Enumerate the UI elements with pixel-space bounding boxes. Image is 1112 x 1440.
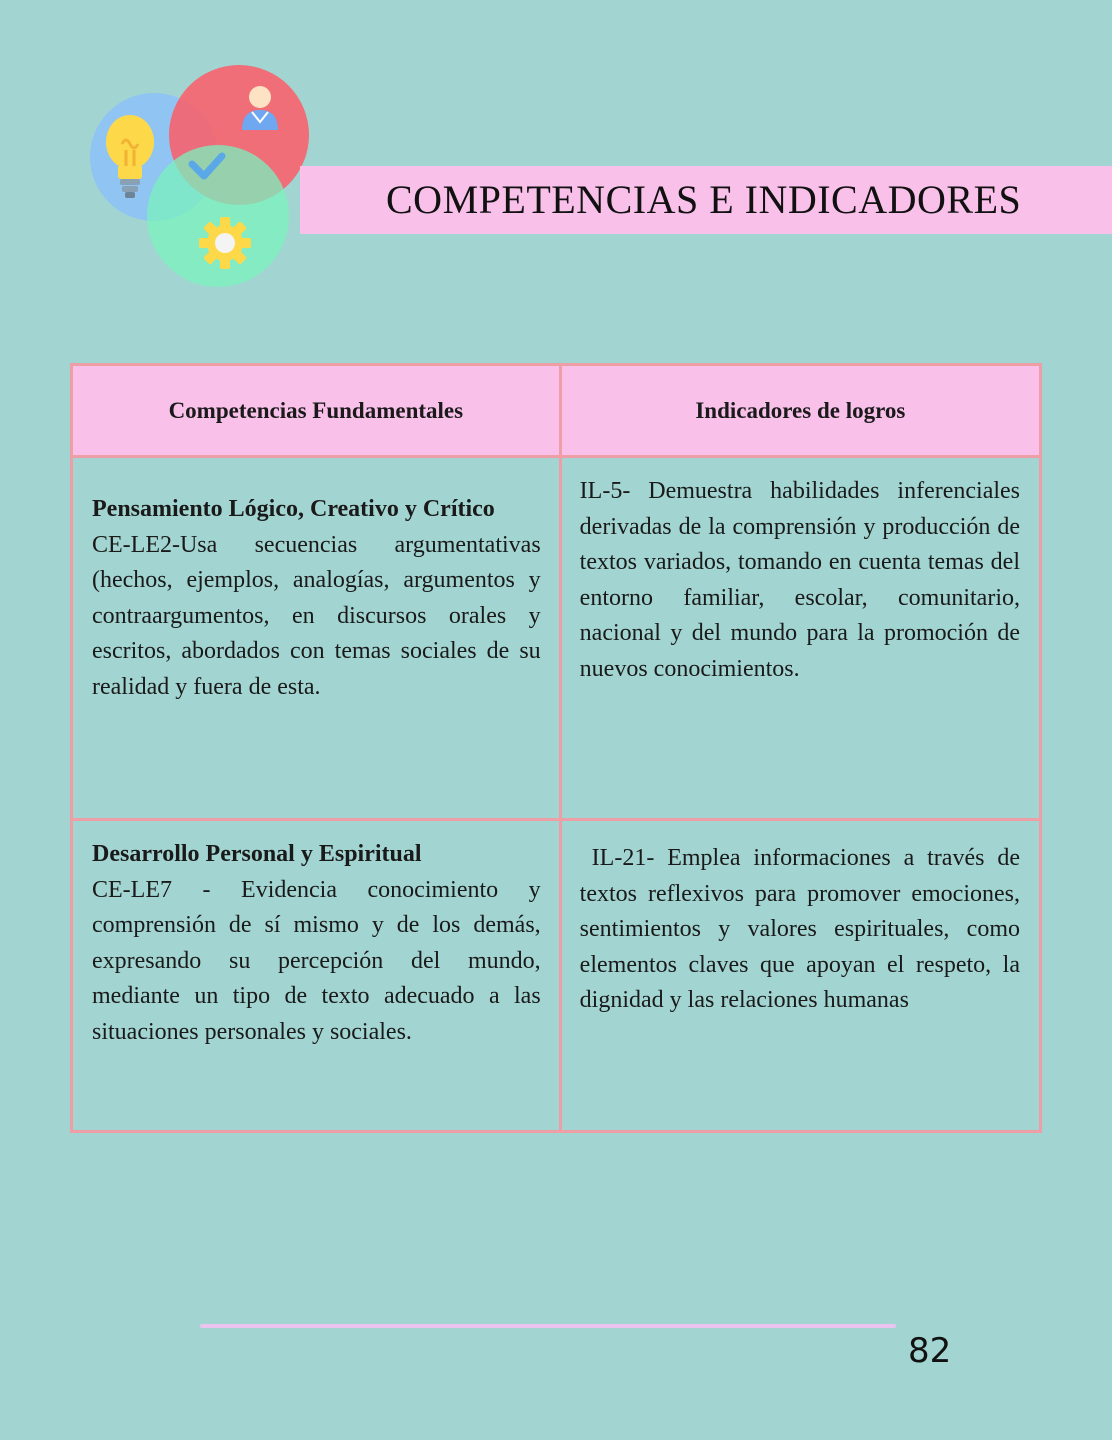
competencies-table [70,363,1042,1133]
table-row [72,820,1041,1132]
column-header-competencies: Competencias Fundamentales [72,365,561,457]
competency-text: CE-LE2-Usa secuencias argumentativas (hechos, ejemplos, analogías, argumentos y contraargumentos, en discursos orales y escritos, abordados con temas sociales de su realidad y fuera de esta. [92,531,541,700]
table-row [72,457,1041,820]
gear-icon [199,217,251,269]
indicator-cell [560,820,1040,1132]
table-header-row [72,365,1041,457]
competency-cell [72,820,561,1132]
competency-cell [72,457,561,820]
competencies-logo [82,60,322,295]
page-title: COMPETENCIAS E INDICADORES [386,177,1022,222]
column-header-indicators: Indicadores de logros [560,365,1040,457]
page-number: 82 [908,1331,952,1371]
competency-title: Pensamiento Lógico, Creativo y Crítico [92,496,495,522]
indicator-cell [560,457,1040,820]
competency-title: Desarrollo Personal y Espiritual [92,841,422,867]
logo-green-circle [147,145,289,287]
footer-divider [200,1324,896,1328]
indicator-text: IL-21- Emplea informaciones a través de textos reflexivos para promover emociones, sentimientos y valores espirituales, como elementos claves que apoyan el respeto, la dignidad y las relaciones humanas [579,845,1020,1013]
indicator-text: IL-5- Demuestra habilidades inferenciales derivadas de la comprensión y producción de textos variados, tomando en cuenta temas del entorno familiar, escolar, comunitario, nacional y del mundo para la promoción de nuevos conocimientos. [579,478,1020,682]
competency-text: CE-LE7 - Evidencia conocimiento y comprensión de sí mismo y de los demás, expresando su percepción del mundo, mediante un tipo de texto adecuado a las situaciones personales y sociales. [92,876,541,1045]
